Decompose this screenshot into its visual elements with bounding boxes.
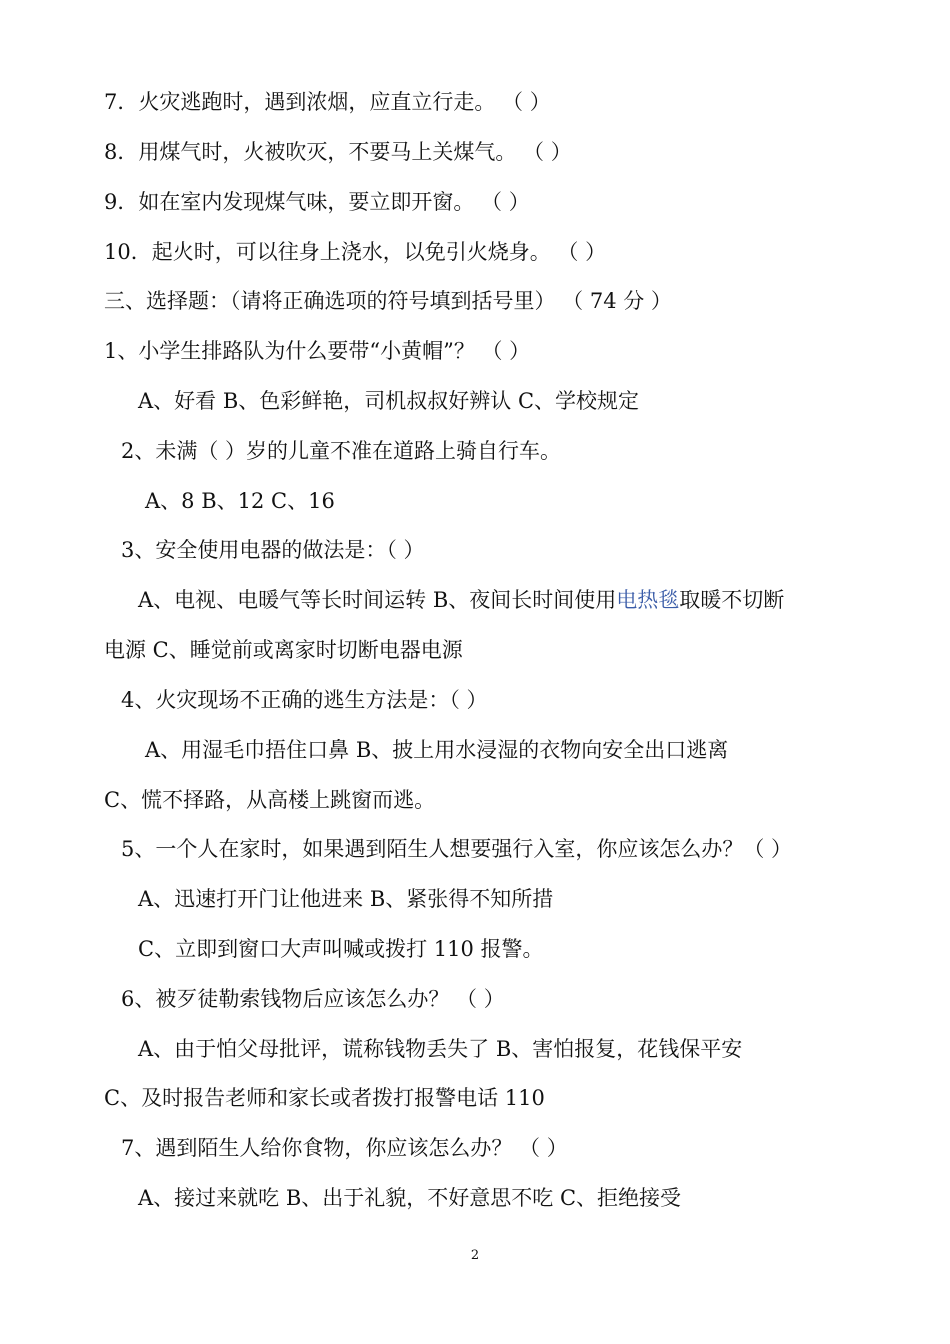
judgement-item-8: 8．用煤气时，火被吹灭，不要马上关煤气。 （ ） [104,140,572,164]
question-4: 4、火灾现场不正确的逃生方法是：（ ） [121,688,488,712]
question-3-options-tail: 取暖不切断 [679,588,785,612]
question-7: 7、遇到陌生人给你食物，你应该怎么办？ （ ） [121,1136,568,1160]
question-5: 5、一个人在家时，如果遇到陌生人想要强行入室，你应该怎么办？（ ） [121,837,793,861]
question-1-options: A、好看 B、色彩鲜艳，司机叔叔好辨认 C、学校规定 [138,389,640,413]
question-1: 1、小学生排路队为什么要带“小黄帽”？ （ ） [104,339,531,363]
page-number: 2 [470,1248,480,1263]
question-4-options-line1: A、用湿毛巾捂住口鼻 B、披上用水浸湿的衣物向安全出口逃离 [145,738,729,762]
judgement-item-10: 10．起火时，可以往身上浇水，以免引火烧身。 （ ） [104,240,607,264]
section-heading-choice: 三、选择题：（请将正确选项的符号填到括号里） （ 74 分 ） [104,289,672,313]
question-3-options-text: A、电视、电暖气等长时间运转 B、夜间长时间使用 [138,588,617,612]
question-6-options-line2: C、及时报告老师和家长或者拨打报警电话 110 [104,1086,545,1110]
judgement-item-7: 7．火灾逃跑时，遇到浓烟，应直立行走。 （ ） [104,90,551,114]
question-4-options-line2: C、慌不择路，从高楼上跳窗而逃。 [104,788,436,812]
question-5-options-line1: A、迅速打开门让他进来 B、紧张得不知所措 [138,887,554,911]
electric-blanket-link[interactable]: 电热毯 [616,588,680,612]
question-2: 2、未满（ ）岁的儿童不准在道路上骑自行车。 [121,439,562,463]
judgement-item-9: 9．如在室内发现煤气味，要立即开窗。 （ ） [104,190,530,214]
question-6-options-line1: A、由于怕父母批评，谎称钱物丢失了 B、害怕报复，花钱保平安 [138,1037,743,1061]
question-3-options-line2: 电源 C、睡觉前或离家时切断电器电源 [104,638,463,662]
question-2-options: A、8 B、12 C、16 [145,489,335,513]
question-5-options-line2: C、立即到窗口大声叫喊或拨打 110 报警。 [138,937,544,961]
question-3: 3、安全使用电器的做法是：（ ） [121,538,425,562]
question-6: 6、被歹徒勒索钱物后应该怎么办？ （ ） [121,987,505,1011]
question-3-options-line1 [138,587,784,613]
question-7-options: A、接过来就吃 B、出于礼貌，不好意思不吃 C、拒绝接受 [138,1186,682,1210]
